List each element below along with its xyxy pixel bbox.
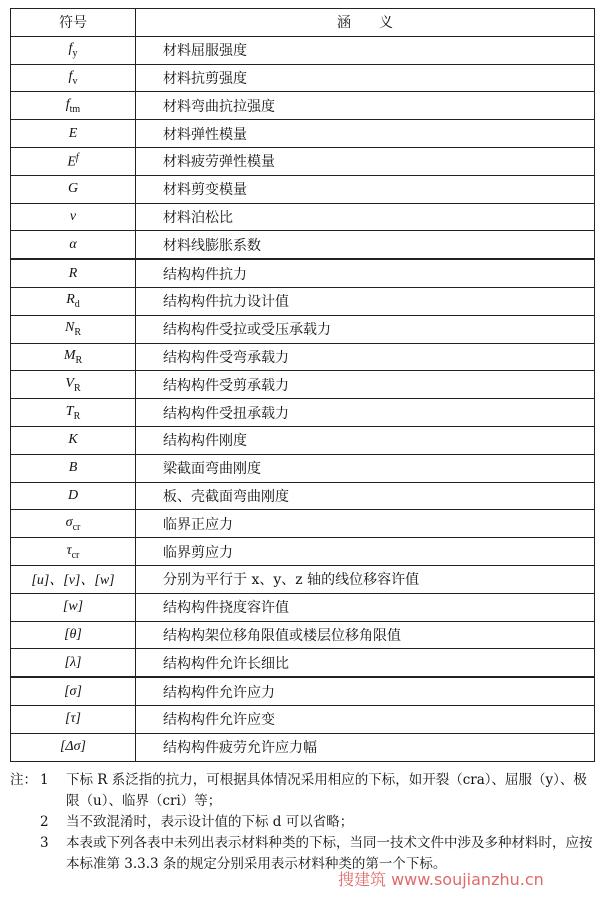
symbol-cell [11, 677, 136, 705]
symbol-subscript: d [74, 299, 80, 311]
symbol-text: E [67, 154, 76, 170]
symbol-cell [11, 343, 136, 371]
note-number: 3 [40, 835, 49, 851]
symbol-subscript: cr [71, 549, 80, 561]
table-row [11, 593, 595, 621]
symbol-cell [11, 426, 136, 454]
symbol-cell [11, 621, 136, 649]
symbol-text: ν [69, 208, 77, 224]
symbol-cell [11, 705, 136, 733]
meaning-cell: 材料疲劳弹性模量 [136, 147, 595, 175]
table-row [11, 649, 595, 677]
table-body [11, 36, 595, 761]
meaning-cell: 材料弯曲抗拉强度 [136, 92, 595, 120]
symbol-cell [11, 649, 136, 677]
table-row [11, 231, 595, 259]
meaning-cell: 结构构件受扭承载力 [136, 399, 595, 427]
symbol-cell [11, 259, 136, 287]
meaning-cell: 材料屈服强度 [136, 36, 595, 64]
symbol-cell [11, 287, 136, 315]
table-row [11, 733, 595, 761]
meaning-cell: 材料抗剪强度 [136, 64, 595, 92]
symbol-cell [11, 482, 136, 510]
symbol-text: [u]、[v]、[w] [31, 573, 115, 589]
table-row [11, 510, 595, 538]
table-row [11, 203, 595, 231]
meaning-cell: 材料泊松比 [136, 203, 595, 231]
symbol-cell [11, 315, 136, 343]
symbol-text: [σ] [64, 683, 82, 699]
table-row [11, 621, 595, 649]
symbol-text: M [63, 348, 76, 364]
header-symbol: 符号 [11, 9, 136, 37]
symbol-cell [11, 64, 136, 92]
table-row [11, 175, 595, 203]
symbol-subscript: y [72, 48, 78, 60]
symbol-text: N [64, 320, 75, 336]
meaning-cell: 材料剪变模量 [136, 175, 595, 203]
symbol-text: R [66, 292, 75, 308]
symbol-cell [11, 92, 136, 120]
symbol-text: [θ] [64, 626, 82, 642]
table-row [11, 120, 595, 148]
symbol-cell [11, 231, 136, 259]
table-row [11, 92, 595, 120]
symbol-text: B [68, 460, 78, 476]
meaning-cell: 结构构件刚度 [136, 426, 595, 454]
meaning-cell: 材料线膨胀系数 [136, 231, 595, 259]
symbol-text: [λ] [64, 654, 82, 670]
symbol-text: f [68, 41, 73, 57]
note-number: 1 [40, 772, 49, 788]
table-row [11, 454, 595, 482]
symbol-text: E [68, 125, 78, 141]
table-row [11, 705, 595, 733]
symbol-text: τ [66, 542, 72, 558]
meaning-cell: 板、壳截面弯曲刚度 [136, 482, 595, 510]
symbol-text: α [69, 236, 77, 252]
meaning-cell: 结构构件受弯承载力 [136, 343, 595, 371]
note-1 [10, 770, 600, 812]
meaning-cell: 结构构件允许应力 [136, 677, 595, 705]
symbol-text: σ [65, 514, 73, 530]
note-text: 当不致混淆时，表示设计值的下标 d 可以省略； [66, 814, 354, 830]
meaning-cell: 结构构架位移角限值或楼层位移角限值 [136, 621, 595, 649]
meaning-cell: 梁截面弯曲刚度 [136, 454, 595, 482]
note-2 [10, 812, 600, 833]
table-row [11, 315, 595, 343]
note-prefix: 注： [10, 772, 37, 788]
note-number: 2 [40, 814, 49, 830]
symbol-text: V [65, 375, 74, 391]
watermark: 搜建筑 www.soujianzhu.cn [338, 870, 544, 889]
note-text: 下标 R 系泛指的抗力，可根据具体情况采用相应的下标，如开裂（cra）、屈服（y）、极限（u）、临界（cri）等； [66, 772, 587, 809]
header-meaning: 涵 义 [136, 9, 595, 37]
table-row [11, 538, 595, 566]
symbol-text: K [68, 432, 78, 448]
meaning-cell: 材料弹性模量 [136, 120, 595, 148]
symbol-table [10, 8, 595, 762]
table-row [11, 64, 595, 92]
symbol-text: [Δσ] [59, 739, 87, 755]
symbol-subscript: R [74, 327, 81, 339]
symbol-subscript: cr [72, 521, 81, 533]
symbol-text: [w] [62, 599, 84, 615]
table-row [11, 343, 595, 371]
symbol-cell [11, 175, 136, 203]
symbol-cell [11, 371, 136, 399]
symbol-subscript: tm [69, 103, 81, 115]
symbol-subscript: v [72, 75, 78, 87]
symbol-cell [11, 538, 136, 566]
notes [10, 770, 600, 875]
symbol-cell [11, 593, 136, 621]
symbol-cell [11, 510, 136, 538]
symbol-text: f [65, 96, 70, 112]
meaning-cell: 结构构件允许长细比 [136, 649, 595, 677]
symbol-text: [τ] [65, 711, 81, 727]
symbol-superscript: f [75, 152, 79, 164]
symbol-cell [11, 120, 136, 148]
symbol-text: R [68, 265, 78, 281]
meaning-cell: 结构构件受拉或受压承载力 [136, 315, 595, 343]
symbol-text: D [67, 487, 79, 503]
symbol-subscript: R [73, 410, 81, 422]
table-row [11, 36, 595, 64]
table-row [11, 565, 595, 593]
symbol-subscript: R [73, 382, 81, 394]
symbol-cell [11, 399, 136, 427]
meaning-cell: 结构构件抗力 [136, 259, 595, 287]
symbol-cell [11, 733, 136, 761]
meaning-cell: 结构构件抗力设计值 [136, 287, 595, 315]
table-row [11, 287, 595, 315]
meaning-cell: 分别为平行于 x、y、z 轴的线位移容许值 [136, 565, 595, 593]
symbol-cell [11, 147, 136, 175]
table-header-row [11, 9, 595, 37]
meaning-cell: 结构构件挠度容许值 [136, 593, 595, 621]
meaning-cell: 结构构件受剪承载力 [136, 371, 595, 399]
table-row [11, 426, 595, 454]
table-row [11, 677, 595, 705]
symbol-subscript: R [75, 354, 83, 366]
table-row [11, 259, 595, 287]
table-row [11, 399, 595, 427]
meaning-cell: 结构构件允许应变 [136, 705, 595, 733]
meaning-cell: 临界正应力 [136, 510, 595, 538]
table-row [11, 147, 595, 175]
note-text: 本表或下列各表中未列出表示材料种类的下标，当同一技术文件中涉及多种材料时，应按本标准第 3.3.3 条的规定分别采用表示材料种类的第一个下标。 [66, 835, 593, 872]
symbol-cell [11, 36, 136, 64]
meaning-cell: 临界剪应力 [136, 538, 595, 566]
symbol-cell [11, 565, 136, 593]
meaning-cell: 结构构件疲劳允许应力幅 [136, 733, 595, 761]
table-row [11, 482, 595, 510]
symbol-cell [11, 454, 136, 482]
symbol-text: f [68, 69, 73, 85]
symbol-cell [11, 203, 136, 231]
table-row [11, 371, 595, 399]
symbol-text: G [67, 181, 79, 197]
symbol-text: T [65, 403, 74, 419]
